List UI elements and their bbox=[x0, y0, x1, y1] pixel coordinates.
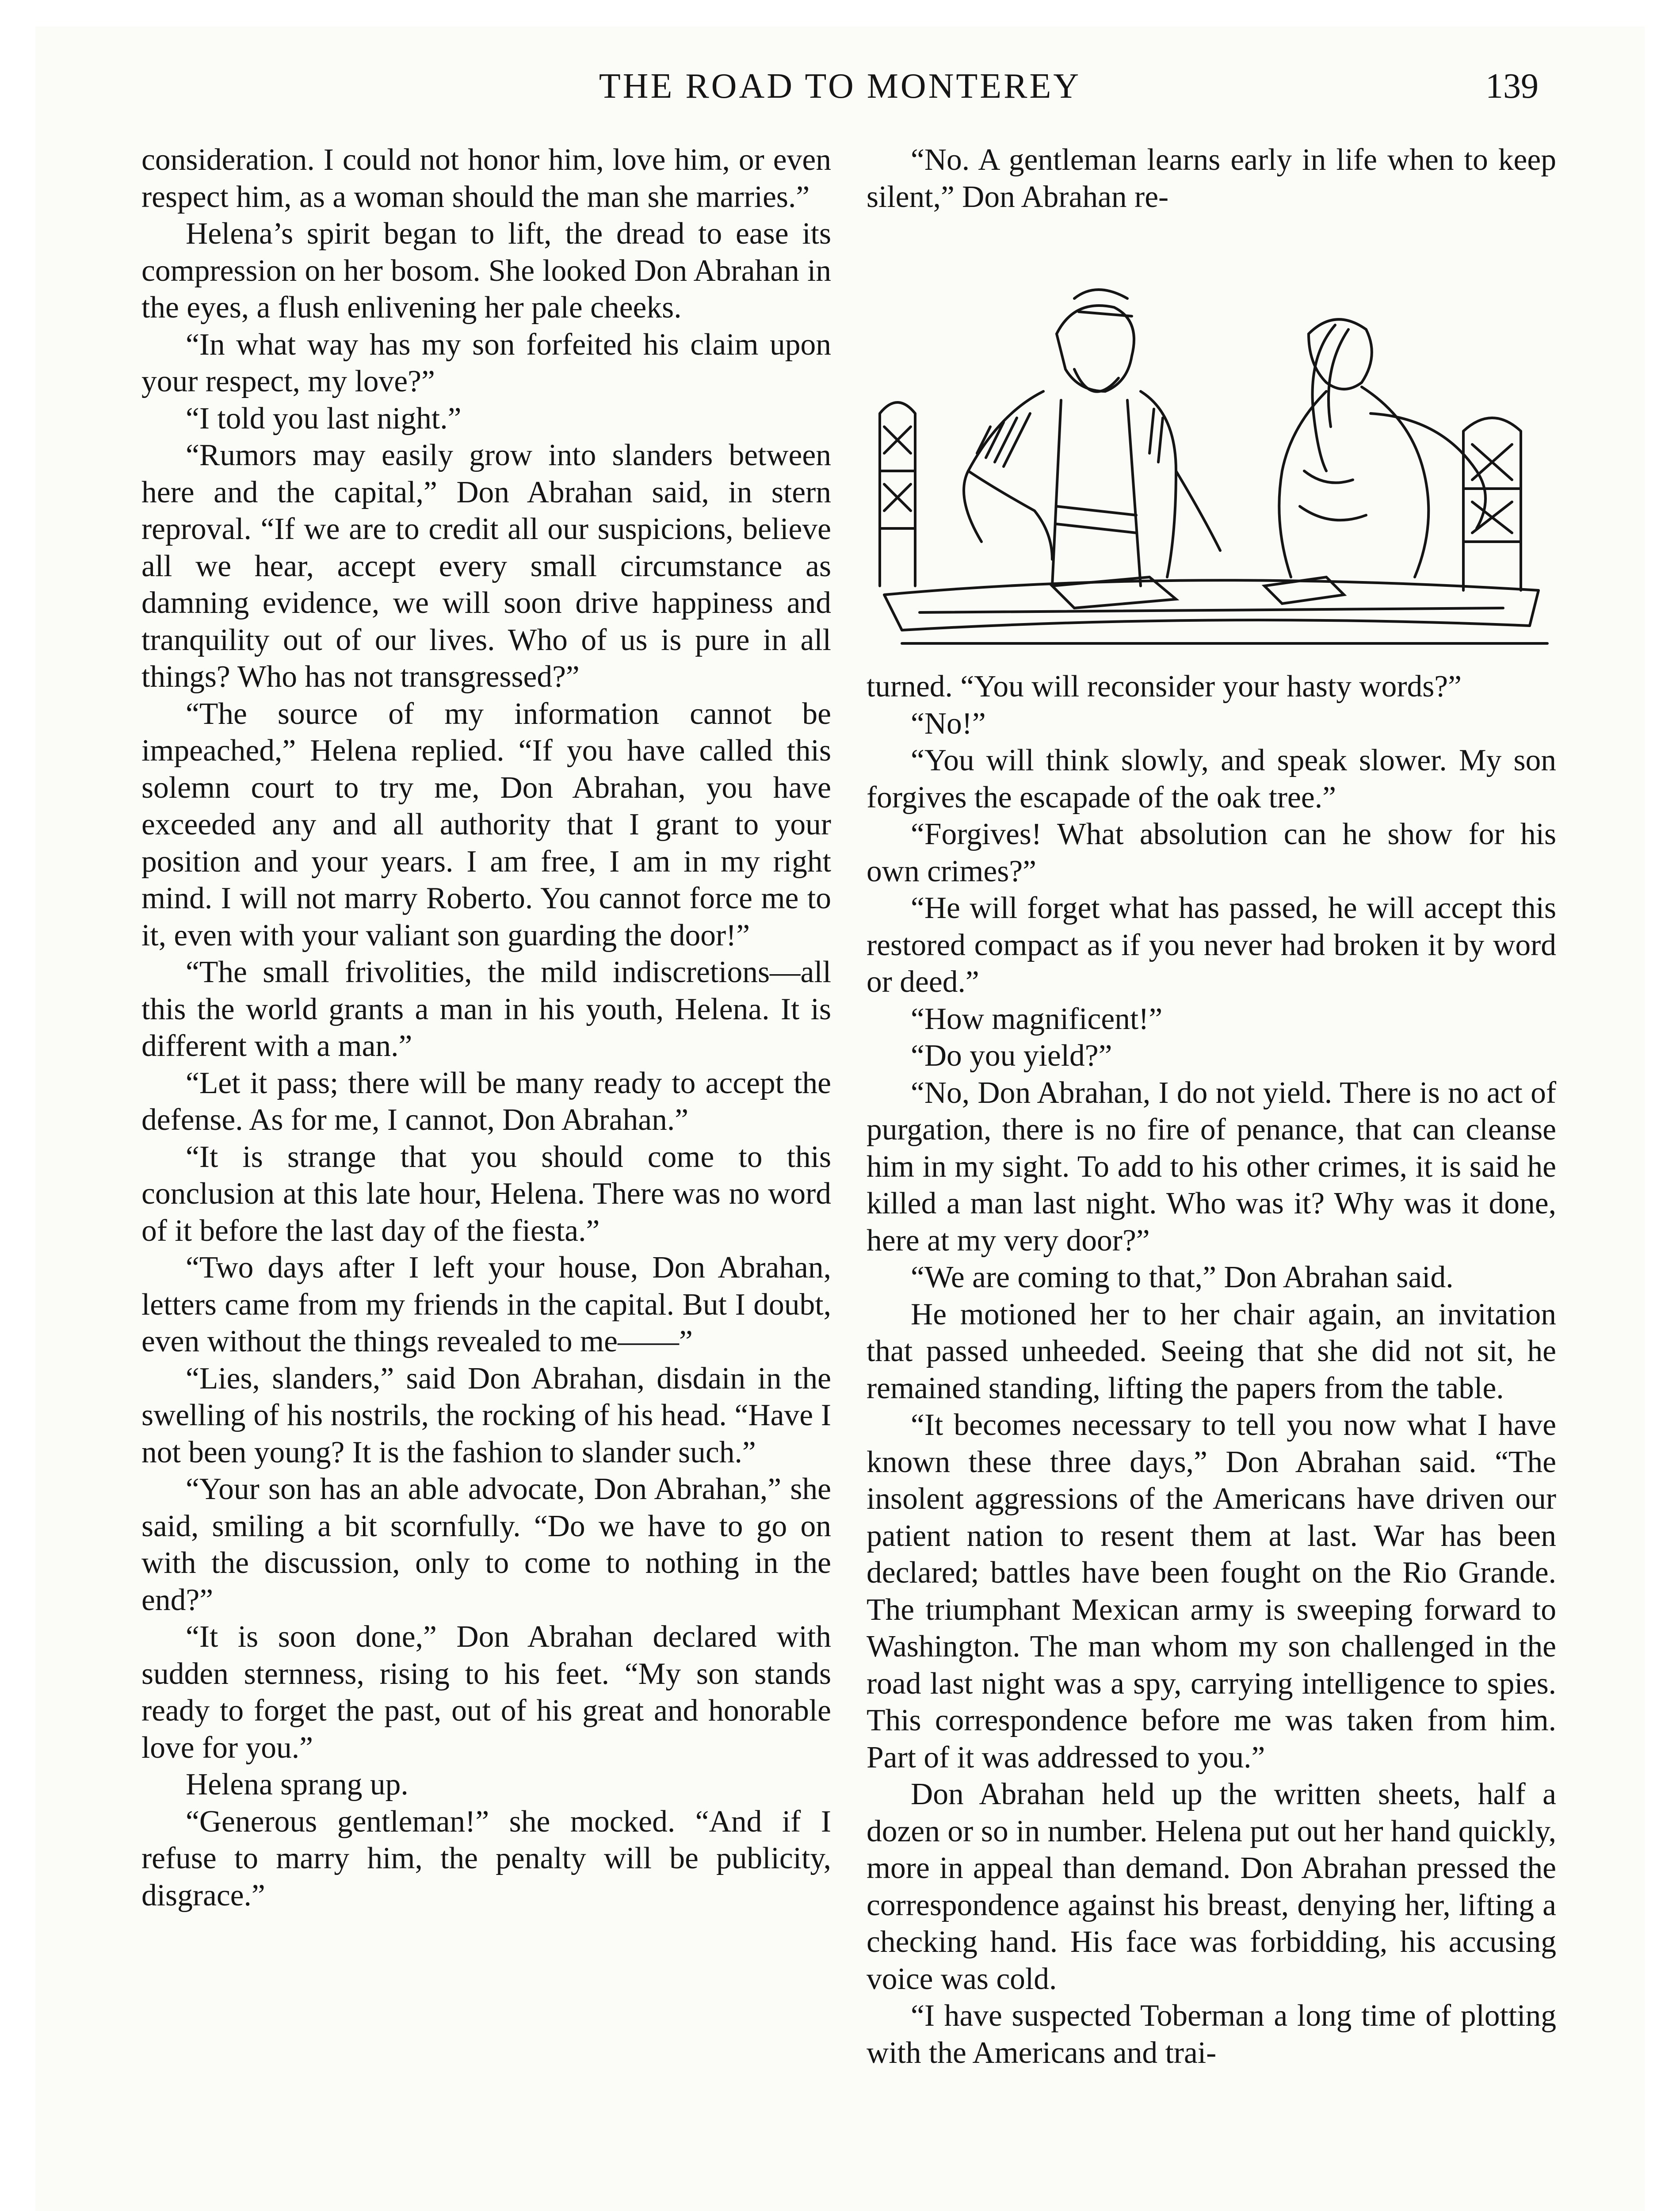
paragraph: “It becomes necessary to tell you now what I have known these three days,” Don Abrahan said. “The insolent aggressions of the Americans have driven our patient nation to resent them at last. War has been declared; battles have been fought on the Rio Grande. The triumphant Mexican army is sweeping forward to Washington. The man whom my son challenged in the road last night was a spy, carrying intelligence to spies. This correspondence before me was taken from him. Part of it was addressed to you.” bbox=[867, 1408, 1556, 1775]
paragraph: “Let it pass; there will be many ready to accept the defense. As for me, I cannot, Don Abrahan.” bbox=[141, 1066, 831, 1137]
paragraph: “You will think slowly, and speak slower. My son forgives the escapade of the oak tree.” bbox=[867, 743, 1556, 815]
paragraph: “Your son has an able advocate, Don Abrahan,” she said, smiling a bit scornfully. “Do we have to go on with the discussion, only to come to nothing in the end?” bbox=[141, 1472, 831, 1617]
left-column bbox=[141, 142, 831, 2211]
paragraph: turned. “You will reconsider your hasty words?” bbox=[867, 669, 1462, 704]
paragraph: Helena’s spirit began to lift, the dread to ease its compression on her bosom. She looked Don Abrahan in the eyes, a flush enlivening her pale cheeks. bbox=[141, 217, 831, 325]
paragraph: “No, Don Abrahan, I do not yield. There is no act of purgation, there is no fire of penance, that can cleanse him in my sight. To add to his other crimes, it is said he killed a man last night. Who was it? Why was it done, here at my very door?” bbox=[867, 1075, 1556, 1258]
running-title: THE ROAD TO MONTEREY bbox=[599, 67, 1081, 106]
paragraph: “Forgives! What absolution can he show for his own crimes?” bbox=[867, 817, 1556, 888]
paragraph: “No!” bbox=[911, 706, 986, 741]
right-column bbox=[867, 142, 1556, 2211]
paragraph: “Generous gentleman!” she mocked. “And if I refuse to marry him, the penalty will be publicity, disgrace.” bbox=[141, 1804, 831, 1913]
paragraph: “The source of my information cannot be impeached,” Helena replied. “If you have called this solemn court to try me, Don Abrahan, you have exceeded any and all authority that I grant to your position and your years. I am free, I am in my right mind. I will not marry Roberto. You cannot force me to it, even with your valiant son guarding the door!” bbox=[141, 696, 831, 952]
running-header bbox=[141, 66, 1539, 119]
page-number: 139 bbox=[1485, 67, 1539, 106]
paragraph: “He will forget what has passed, he will accept this restored compact as if you never had broken it by word or deed.” bbox=[867, 891, 1556, 999]
paragraph: “Rumors may easily grow into slanders between here and the capital,” Don Abrahan said, in stern reproval. “If we are to credit all our suspicions, believe all we hear, accept every small circumstance as damning evidence, we will soon drive happiness and tranquility out of our lives. Who of us is pure in all things? Who has not transgressed?” bbox=[141, 438, 831, 694]
paragraph: “Do you yield?” bbox=[911, 1039, 1112, 1073]
paragraph: “It is soon done,” Don Abrahan declared with sudden sternness, rising to his feet. “My son stands ready to forget the past, out of his great and honorable love for you.” bbox=[141, 1620, 831, 1765]
paragraph: consideration. I could not honor him, love him, or even respect him, as a woman should the man she marries.” bbox=[141, 143, 831, 214]
paragraph: “The small frivolities, the mild indiscretions—all this the world grants a man in his youth, Helena. It is different with a man.” bbox=[141, 955, 831, 1063]
ink-illustration bbox=[867, 223, 1556, 657]
paragraph: Helena sprang up. bbox=[186, 1767, 409, 1802]
paragraph: “Two days after I left your house, Don Abrahan, letters came from my friends in the capital. But I doubt, even without the things revealed to me——” bbox=[141, 1251, 831, 1358]
paragraph: He motioned her to her chair again, an invitation that passed unheeded. Seeing that she did not sit, he remained standing, lifting the papers from the table. bbox=[867, 1297, 1556, 1405]
paragraph: “No. A gentleman learns early in life when to keep silent,” Don Abrahan re- bbox=[867, 143, 1556, 214]
paragraph: “We are coming to that,” Don Abrahan said. bbox=[911, 1260, 1454, 1294]
paragraph: “In what way has my son forfeited his claim upon your respect, my love?” bbox=[141, 327, 831, 398]
paragraph: “I have suspected Toberman a long time of plotting with the Americans and trai- bbox=[867, 1999, 1556, 2070]
paragraph: “It is strange that you should come to this conclusion at this late hour, Helena. There was no word of it before the last day of the fiesta.” bbox=[141, 1140, 831, 1248]
paragraph: “I told you last night.” bbox=[186, 401, 462, 436]
paragraph: “Lies, slanders,” said Don Abrahan, disdain in the swelling of his nostrils, the rocking of his head. “Have I not been young? It is the fashion to slander such.” bbox=[141, 1361, 831, 1469]
paragraph: “How magnificent!” bbox=[911, 1002, 1163, 1036]
paragraph: Don Abrahan held up the written sheets, half a dozen or so in number. Helena put out her hand quickly, more in appeal than demand. Don Abrahan pressed the correspondence against his breast, denying her, lifting a checking hand. His face was forbidding, his accusing voice was cold. bbox=[867, 1777, 1556, 1996]
illustration bbox=[867, 223, 1556, 657]
